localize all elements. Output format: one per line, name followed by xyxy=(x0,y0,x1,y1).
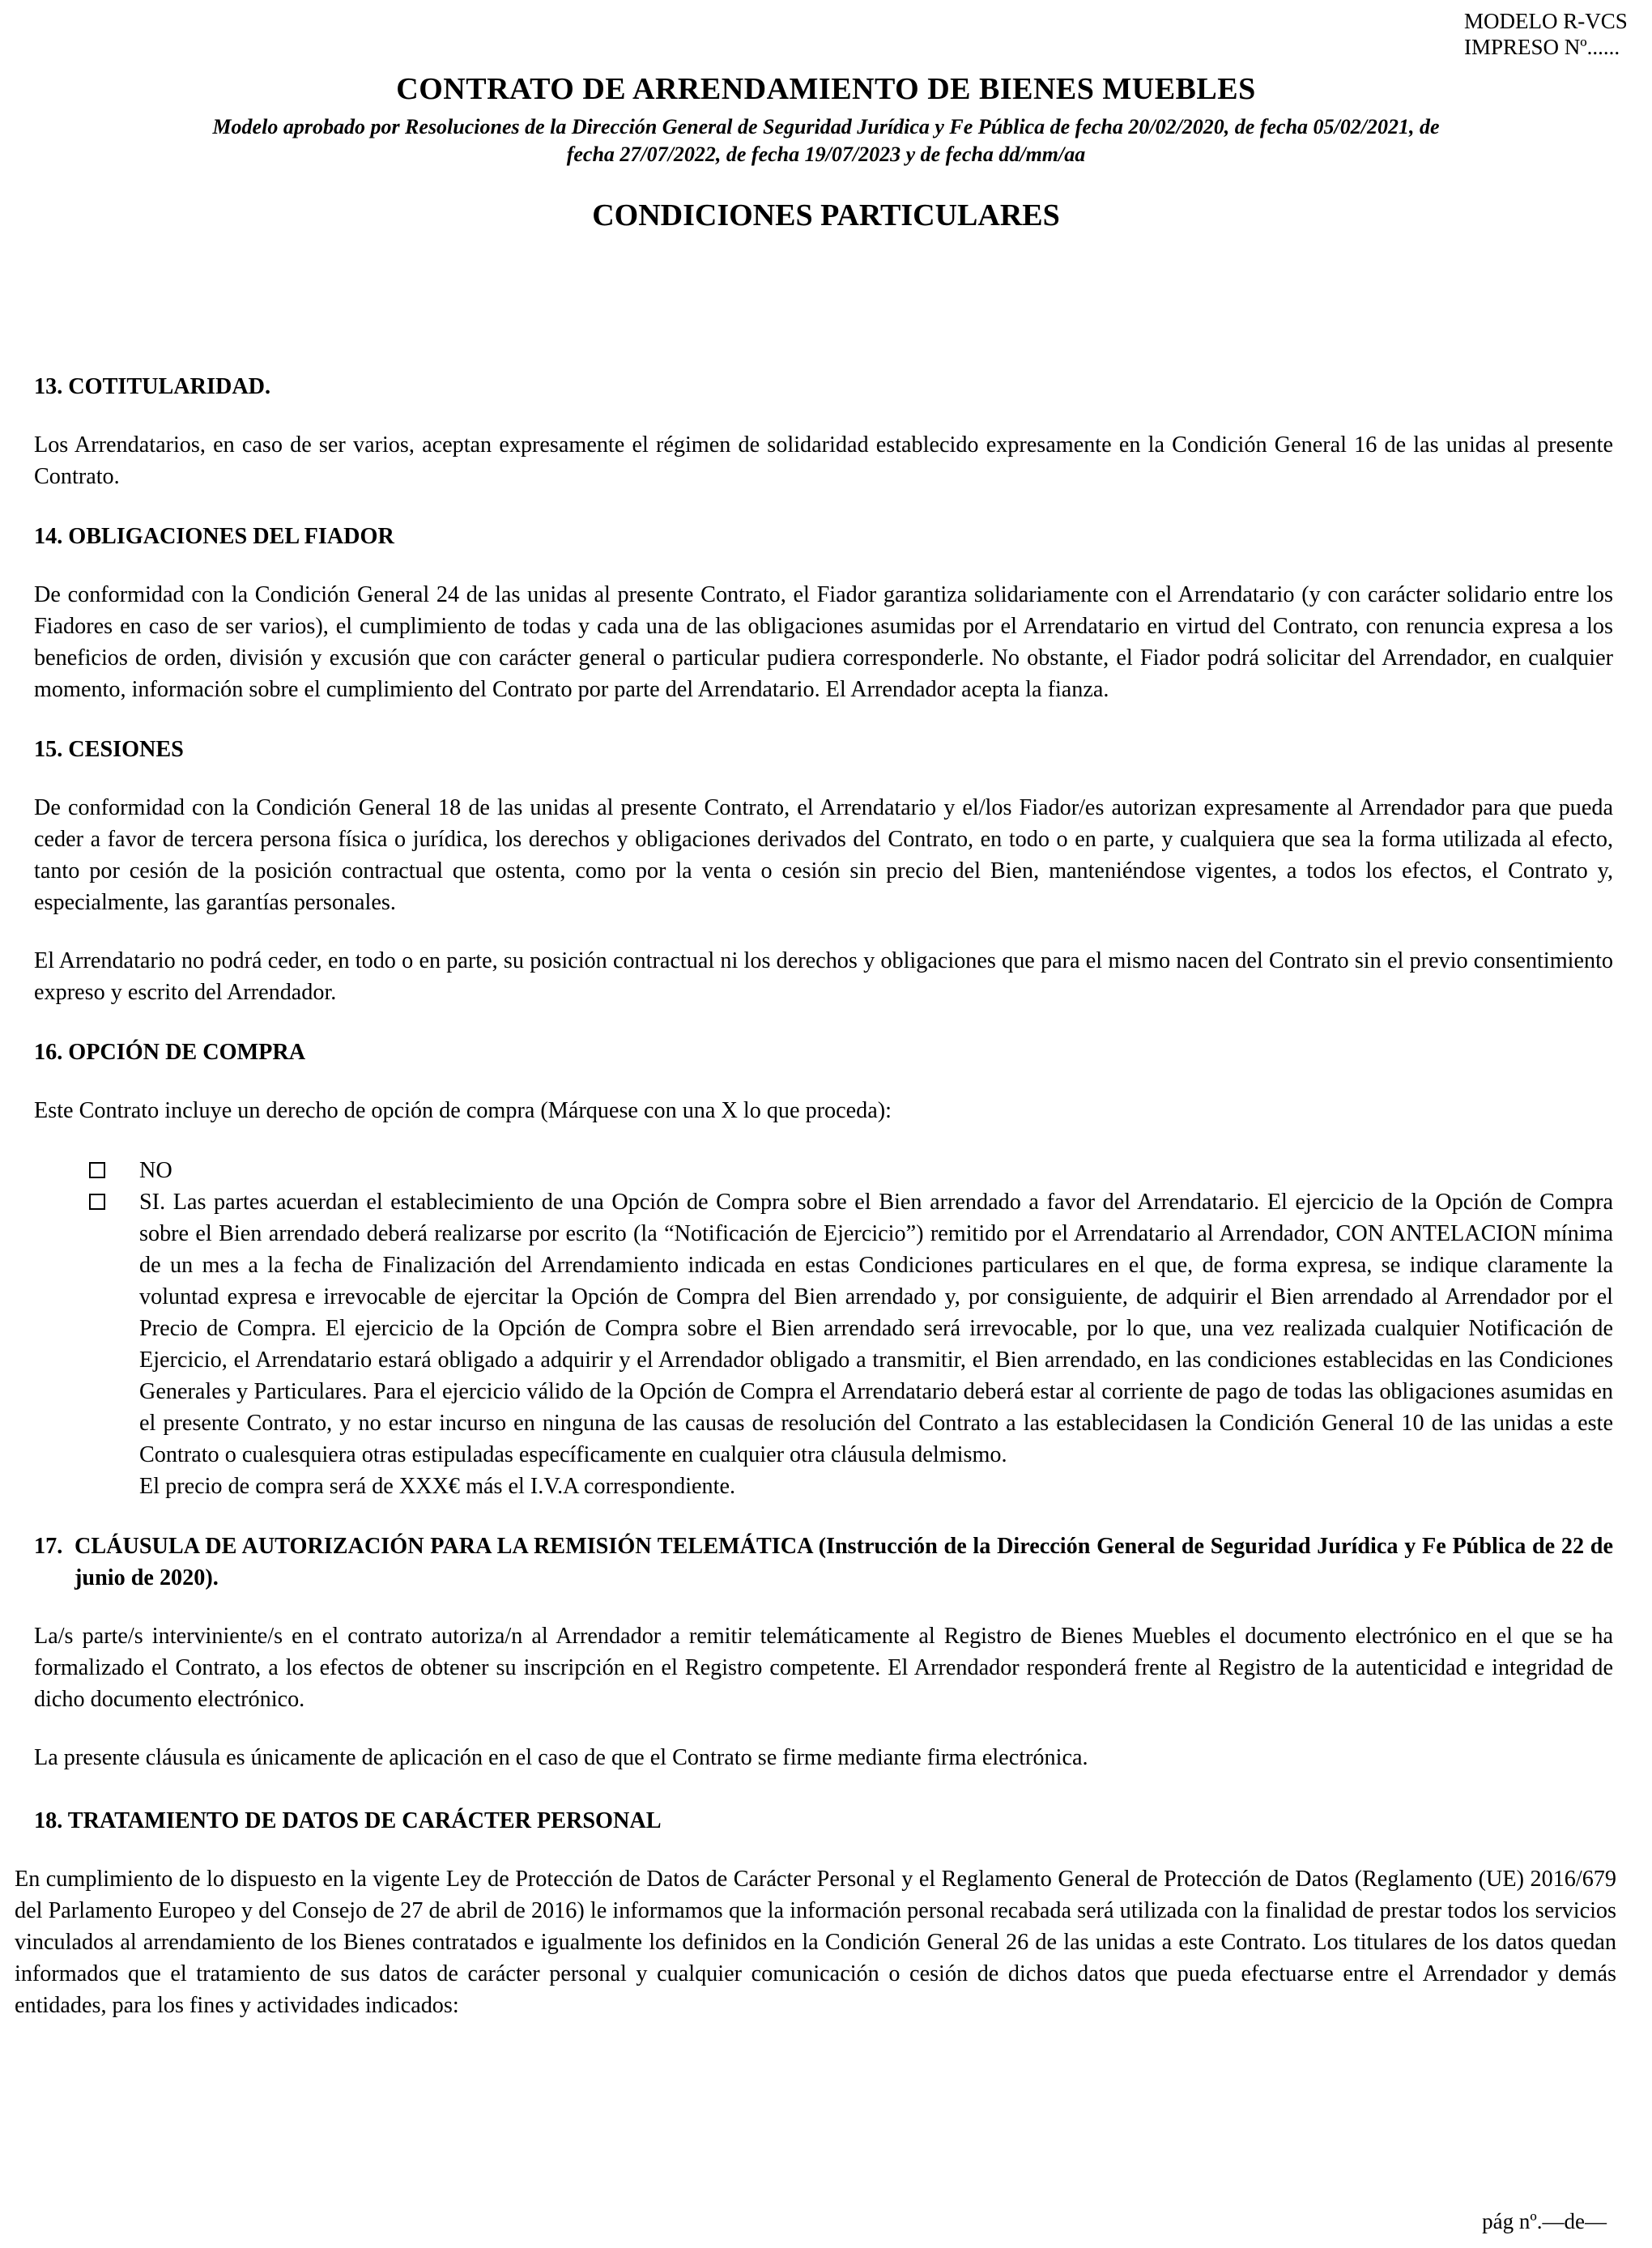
option-no xyxy=(34,1155,1613,1186)
section-16-heading: 16. OPCIÓN DE COMPRA xyxy=(34,1040,306,1065)
model-code: MODELO R-VCS xyxy=(1464,9,1628,33)
section-16-intro: Este Contrato incluye un derecho de opción de compra (Márquese con una X lo que proceda): xyxy=(34,1098,892,1123)
checkbox-no[interactable] xyxy=(89,1162,105,1178)
purchase-price: El precio de compra será de XXX€ más el I.V.A correspondiente. xyxy=(139,1474,736,1499)
option-si-label: SI. Las partes acuerdan el establecimiento de una Opción de Compra sobre el Bien arrendado a favor del Arrendatario. El ejercicio de la Opción de Compra sobre el Bien arrendado deberá realizarse por escrito (la “Notificación de Ejercicio”) remitido por el Arrendatario al Arrendador, CON ANTELACION mínima de un mes a la fecha de Finalización del Arrendamiento indicada en estas Condiciones particulares en el que, de forma expresa, se indique claramente la voluntad expresa e irrevocable de ejercitar la Opción de Compra del Bien arrendado y, por consiguiente, de adquirir el Bien arrendado al Arrendador por el Precio de Compra. El ejercicio de la Opción de Compra sobre el Bien arrendado será irrevocable, por lo que, una vez realizada cualquier Notificación de Ejercicio, el Arrendatario estará obligado a adquirir y el Arrendador obligado a transmitir, el Bien arrendado, en las condiciones establecidas en las Condiciones Generales y Particulares. Para el ejercicio válido de la Opción de Compra el Arrendatario deberá estar al corriente de pago de todas las obligaciones asumidas en el presente Contrato, y no estar incurso en ninguna de las causas de resolución del Contrato a las establecidasen la Condición General 10 de las unidas a este Contrato o cualesquiera otras estipuladas específicamente en cualquier otra cláusula delmismo. xyxy=(139,1190,1613,1467)
model-reference xyxy=(1464,8,1628,60)
page-number: pág nº.—de— xyxy=(1482,2209,1607,2233)
section-13-paragraph: Los Arrendatarios, en caso de ser varios, aceptan expresamente el régimen de solidaridad establecido expresamente en la Condición General 16 de las unidas al presente Contrato. xyxy=(34,432,1613,489)
section-17-paragraph-2: La presente cláusula es únicamente de aplicación en el caso de que el Contrato se firme mediante firma electrónica. xyxy=(34,1745,1088,1770)
section-15-paragraph-1: De conformidad con la Condición General 18 de las unidas al presente Contrato, el Arrendatario y el/los Fiador/es autorizan expresamente al Arrendador para que pueda ceder a favor de tercera persona física o jurídica, los derechos y obligaciones derivados del Contrato, en todo o en parte, y cualquiera que sea la forma utilizada al efecto, tanto por cesión de la posición contractual que ostenta, como por la venta o cesión sin precio del Bien, manteniéndose vigentes, a todos los efectos, el Contrato y, especialmente, las garantías personales. xyxy=(34,795,1613,915)
section-14-paragraph: De conformidad con la Condición General 24 de las unidas al presente Contrato, el Fiador garantiza solidariamente con el Arrendatario (y con carácter solidario entre los Fiadores en caso de ser varios), el cumplimiento de todas y cada una de las obligaciones asumidas por el Arrendatario en virtud del Contrato, con renuncia expresa a los beneficios de orden, división y excusión que con carácter general o particular pudiera corresponderle. No obstante, el Fiador podrá solicitar del Arrendador, en cualquier momento, información sobre el cumplimiento del Contrato por parte del Arrendatario. El Arrendador acepta la fianza. xyxy=(34,582,1613,702)
conditions-title: CONDICIONES PARTICULARES xyxy=(592,198,1060,232)
document-body xyxy=(15,371,1616,2021)
section-15-paragraph-2: El Arrendatario no podrá ceder, en todo o en parte, su posición contractual ni los derechos y obligaciones que para el mismo nacen del Contrato sin el previo consentimiento expreso y escrito del Arrendador. xyxy=(34,948,1613,1005)
option-si xyxy=(34,1186,1613,1502)
checkbox-si[interactable] xyxy=(89,1194,105,1210)
document-subtitle: Modelo aprobado por Resoluciones de la Dirección General de Seguridad Jurídica y Fe Pública de fecha 20/02/2020, de fecha 05/02/2021, de fecha 27/07/2022, de fecha 19/07/2023 y de fecha dd/mm/aa xyxy=(212,115,1440,166)
section-17-heading xyxy=(34,1531,1613,1594)
document-title: CONTRATO DE ARRENDAMIENTO DE BIENES MUEBLES xyxy=(396,72,1256,106)
section-17-title: CLÁUSULA DE AUTORIZACIÓN PARA LA REMISIÓN TELEMÁTICA (Instrucción de la Dirección General de Seguridad Jurídica y Fe Pública de 22 de junio de 2020). xyxy=(75,1534,1613,1590)
section-14-heading: 14. OBLIGACIONES DEL FIADOR xyxy=(34,524,394,549)
section-13-heading: 13. COTITULARIDAD. xyxy=(34,374,271,399)
option-no-label: NO xyxy=(139,1158,172,1183)
section-18-heading: 18. TRATAMIENTO DE DATOS DE CARÁCTER PERSONAL xyxy=(34,1808,662,1833)
section-17-paragraph-1: La/s parte/s interviniente/s en el contrato autoriza/n al Arrendador a remitir telemáticamente al Registro de Bienes Muebles el documento electrónico en el que se ha formalizado el Contrato, a los efectos de obtener su inscripción en el Registro competente. El Arrendador responderá frente al Registro de la autenticidad e integridad de dicho documento electrónico. xyxy=(34,1624,1613,1712)
section-18-paragraph: En cumplimiento de lo dispuesto en la vigente Ley de Protección de Datos de Carácter Personal y el Reglamento General de Protección de Datos (Reglamento (UE) 2016/679 del Parlamento Europeo y del Consejo de 27 de abril de 2016) le informamos que la información personal recabada será utilizada con la finalidad de prestar todos los servicios vinculados al arrendamiento de los Bienes contratados e igualmente los definidos en la Condición General 26 de las unidas a este Contrato. Los titulares de los datos quedan informados que el tratamiento de sus datos de carácter personal y cualquier comunicación o cesión de dichos datos que pueda efectuarse entre el Arrendador y demás entidades, para los fines y actividades indicados: xyxy=(15,1867,1616,2018)
section-17-number: 17. xyxy=(34,1534,63,1559)
section-15-heading: 15. CESIONES xyxy=(34,737,184,762)
print-number: IMPRESO Nº...... xyxy=(1464,35,1620,59)
option-si-wrapper xyxy=(139,1186,1613,1502)
